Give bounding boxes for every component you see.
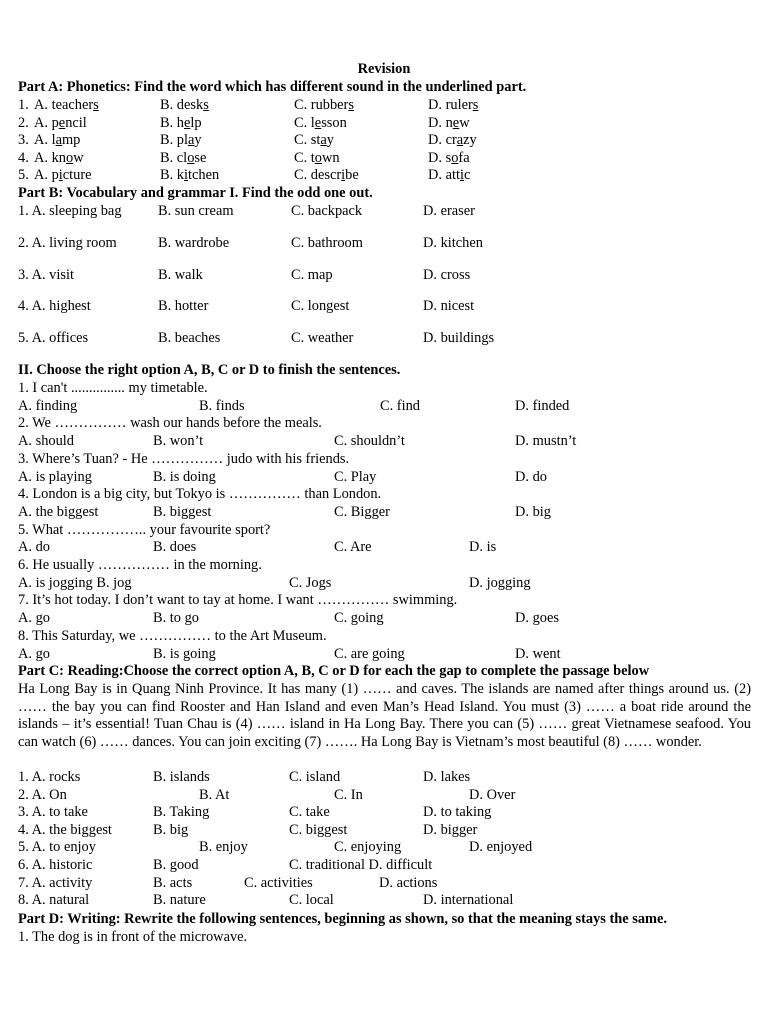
part-a-heading: Part A: Phonetics: Find the word which has different sound in the underlined part. — [18, 79, 527, 95]
odd-one-out-option: 3. A. visit — [18, 266, 74, 283]
option-text: lp — [190, 114, 202, 131]
phonetics-option — [294, 150, 340, 168]
reading-option: 1. A. rocks — [18, 769, 81, 785]
option-text: A. kn — [34, 149, 66, 166]
answer-option: A. go — [18, 610, 50, 627]
reading-option: B. good — [153, 857, 199, 873]
answer-option: A. is playing — [18, 468, 92, 485]
part-b-heading: Part B: Vocabulary and grammar I. Find the odd one out. — [18, 185, 373, 201]
answer-option: C. Are — [334, 539, 372, 556]
underlined-letters: s — [348, 97, 354, 113]
odd-one-out-option: D. buildings — [423, 330, 495, 347]
reading-option: 8. A. natural — [18, 892, 90, 909]
phonetics-option — [294, 97, 354, 115]
option-text: C. l — [294, 114, 315, 131]
option-text: B. k — [160, 167, 184, 184]
option-text: C. st — [294, 132, 321, 149]
answer-option: B. is doing — [153, 468, 216, 485]
phonetics-option — [428, 132, 477, 150]
answer-option: C. find — [380, 397, 420, 414]
reading-option: B. At — [199, 786, 230, 803]
phonetics-option — [428, 167, 470, 185]
reading-option: 7. A. activity — [18, 874, 93, 891]
option-text: mp — [61, 132, 81, 149]
option-text: se — [194, 149, 207, 166]
reading-option: D. Over — [469, 786, 516, 803]
question-text: 5. What …………….. your favourite sport? — [18, 521, 271, 538]
reading-option: D. lakes — [423, 769, 471, 785]
odd-one-out-option: D. nicest — [423, 298, 475, 315]
underlined-letters: o — [187, 149, 195, 166]
reading-option: 3. A. to take — [18, 804, 88, 821]
reading-option: B. big — [153, 821, 189, 838]
reading-option: D. to taking — [423, 804, 492, 821]
reading-option: C. take — [289, 804, 330, 821]
phonetics-number: 1. — [18, 97, 29, 113]
answer-option: C. going — [334, 610, 384, 627]
underlined-letters: o — [451, 149, 459, 166]
underlined-letters: i — [341, 167, 346, 184]
option-text: c — [463, 167, 471, 184]
answer-option: D. is — [469, 539, 497, 556]
underlined-letters: i — [459, 167, 464, 184]
answer-option: D. jogging — [469, 574, 531, 591]
odd-one-out-option: 2. A. living room — [18, 234, 117, 251]
phonetics-option — [34, 167, 92, 185]
part-b2-heading: II. Choose the right option A, B, C or D to finish the sentences. — [18, 362, 401, 378]
reading-option: 5. A. to enjoy — [18, 839, 96, 856]
phonetics-option — [34, 97, 99, 115]
page-title: Revision — [357, 61, 411, 77]
reading-passage: Ha Long Bay is in Quang Ninh Province. It has many (1) …… and caves. The islands are named after things around us. (2) …… the bay you can find Rooster and Han Island and even Man’s Head Island. You must (3) …… a boat ride around the islands – it’s essential! Tuan Chau is (4) …… island in Ha Long Bay. There you can (5) …… great Vietnamese seafood. You can watch (6) …… dances. You can join exciting (7) ……. Ha Long Bay is Vietnam’s most beautiful (8) …… wonder. — [18, 681, 751, 750]
phonetics-option — [160, 167, 219, 185]
answer-option: B. finds — [199, 397, 245, 414]
odd-one-out-option: B. sun cream — [158, 203, 234, 219]
option-text: D. n — [428, 114, 453, 131]
part-d-item: 1. The dog is in front of the microwave. — [18, 929, 248, 945]
option-text: w — [73, 149, 84, 166]
reading-option: B. Taking — [153, 804, 210, 821]
odd-one-out-option: C. bathroom — [291, 234, 363, 251]
underlined-letters: s — [93, 97, 99, 113]
question-text: 6. He usually …………… in the morning. — [18, 557, 262, 573]
option-text: y — [194, 132, 202, 149]
option-text: D. cr — [428, 132, 457, 149]
answer-option: D. big — [515, 503, 551, 520]
option-text: B. desk — [160, 97, 204, 113]
odd-one-out-option: 5. A. offices — [18, 330, 89, 347]
reading-option: 2. A. On — [18, 786, 67, 803]
phonetics-option — [34, 132, 80, 150]
part-d-heading: Part D: Writing: Rewrite the following sentences, beginning as shown, so that the meaning stays the same. — [18, 911, 668, 927]
reading-option: C. enjoying — [334, 839, 402, 856]
answer-option: C. shouldn’t — [334, 433, 405, 450]
underlined-letters: i — [184, 167, 188, 184]
phonetics-option — [428, 115, 470, 133]
answer-option: B. is going — [153, 645, 216, 662]
option-text: D. ruler — [428, 97, 473, 113]
reading-option: B. enjoy — [199, 839, 248, 856]
underlined-letters: e — [314, 114, 322, 131]
option-text: wn — [322, 149, 340, 166]
reading-option: B. nature — [153, 892, 206, 909]
phonetics-number: 4. — [18, 149, 29, 166]
question-text: 2. We …………… wash our hands before the meals. — [18, 415, 322, 432]
reading-option: C. biggest — [289, 821, 348, 838]
odd-one-out-option: C. longest — [291, 298, 350, 315]
underlined-letters: e — [184, 114, 191, 131]
phonetics-option — [160, 150, 206, 168]
underlined-letters: a — [55, 132, 62, 149]
answer-option: B. to go — [153, 610, 199, 627]
reading-option: B. islands — [153, 769, 210, 785]
underlined-letters: o — [314, 149, 322, 166]
underlined-letters: o — [65, 149, 74, 166]
option-text: zy — [463, 132, 477, 149]
answer-option: D. mustn’t — [515, 433, 577, 450]
option-text: ncil — [65, 114, 87, 131]
reading-option: C. island — [289, 769, 341, 785]
question-text: 3. Where’s Tuan? - He …………… judo with his friends. — [18, 450, 350, 467]
answer-option: B. biggest — [153, 503, 212, 520]
option-text: C. t — [294, 149, 315, 166]
option-text: sson — [321, 114, 347, 131]
reading-option: D. bigger — [423, 821, 478, 838]
phonetics-option — [294, 132, 334, 150]
underlined-letters: e — [452, 114, 460, 131]
underlined-letters: i — [58, 167, 63, 184]
phonetics-number: 2. — [18, 114, 29, 131]
phonetics-option — [34, 150, 84, 168]
reading-option: C. In — [334, 786, 363, 803]
reading-option: C. local — [289, 892, 334, 909]
answer-option: B. won’t — [153, 433, 204, 450]
odd-one-out-option: 1. A. sleeping bag — [18, 203, 122, 219]
odd-one-out-option: B. beaches — [158, 330, 221, 347]
underlined-letters: a — [320, 132, 327, 149]
reading-option: B. acts — [153, 874, 193, 891]
phonetics-option — [294, 167, 359, 185]
phonetics-option — [160, 132, 202, 150]
option-text: C. descr — [294, 167, 342, 184]
odd-one-out-option: C. weather — [291, 330, 354, 347]
answer-option: A. finding — [18, 397, 78, 414]
answer-option: B. does — [153, 539, 197, 556]
option-text: be — [345, 167, 359, 184]
reading-option: D. international — [423, 892, 514, 909]
option-text: w — [459, 114, 470, 131]
reading-option: C. traditional D. difficult — [289, 857, 433, 873]
question-text: 4. London is a big city, but Tokyo is …………… than London. — [18, 486, 382, 503]
phonetics-option — [34, 115, 87, 133]
odd-one-out-option: C. map — [291, 266, 333, 283]
answer-option: D. goes — [515, 610, 559, 627]
answer-option: C. Bigger — [334, 503, 390, 520]
underlined-letters: a — [188, 132, 195, 149]
answer-option: A. is jogging B. jog — [18, 574, 132, 591]
answer-option: D. finded — [515, 397, 570, 414]
phonetics-number: 5. — [18, 167, 29, 184]
option-text: D. att — [428, 167, 460, 184]
odd-one-out-option: D. eraser — [423, 203, 475, 219]
option-text: y — [326, 132, 334, 149]
option-text: cture — [62, 167, 92, 184]
answer-option: D. went — [515, 645, 561, 662]
odd-one-out-option: D. cross — [423, 266, 471, 283]
question-text: 1. I can't ............... my timetable. — [18, 380, 208, 396]
option-text: fa — [458, 149, 470, 166]
option-text: C. rubber — [294, 97, 349, 113]
reading-option: D. actions — [379, 874, 438, 891]
odd-one-out-option: B. hotter — [158, 298, 209, 315]
underlined-letters: a — [456, 132, 464, 149]
option-text: B. h — [160, 114, 184, 131]
option-text: D. s — [428, 149, 452, 166]
phonetics-option — [160, 97, 209, 115]
option-text: A. p — [34, 114, 59, 131]
question-text: 8. This Saturday, we …………… to the Art Museum. — [18, 627, 327, 644]
option-text: A. p — [34, 167, 59, 184]
underlined-letters: s — [472, 97, 479, 113]
answer-option: A. go — [18, 645, 50, 662]
answer-option: C. Play — [334, 468, 377, 485]
phonetics-number: 3. — [18, 132, 29, 149]
answer-option: A. do — [18, 539, 50, 556]
option-text: A. teacher — [34, 97, 94, 113]
underlined-letters: s — [203, 97, 209, 113]
odd-one-out-option: D. kitchen — [423, 234, 483, 251]
option-text: B. cl — [160, 149, 188, 166]
reading-option: 4. A. the biggest — [18, 821, 112, 838]
answer-option: C. Jogs — [289, 574, 332, 591]
phonetics-option — [294, 115, 347, 133]
phonetics-option — [428, 97, 478, 115]
answer-option: A. should — [18, 433, 74, 450]
answer-option: A. the biggest — [18, 503, 99, 520]
reading-option: D. enjoyed — [469, 839, 533, 856]
odd-one-out-option: 4. A. highest — [18, 298, 91, 315]
odd-one-out-option: C. backpack — [291, 203, 363, 219]
reading-option: 6. A. historic — [18, 857, 93, 873]
odd-one-out-option: B. walk — [158, 266, 203, 283]
answer-option: C. are going — [334, 645, 405, 662]
reading-option: C. activities — [244, 874, 313, 891]
part-c-heading: Part C: Reading:Choose the correct option A, B, C or D for each the gap to complete the passage below — [18, 663, 650, 679]
question-text: 7. It’s hot today. I don’t want to tay at home. I want …………… swimming. — [18, 592, 458, 609]
option-text: tchen — [188, 167, 220, 184]
phonetics-option — [160, 115, 202, 133]
underlined-letters: e — [58, 114, 66, 131]
answer-option: D. do — [515, 468, 547, 485]
option-text: B. pl — [160, 132, 188, 149]
option-text: A. l — [34, 132, 56, 149]
odd-one-out-option: B. wardrobe — [158, 234, 230, 251]
phonetics-option — [428, 150, 470, 168]
